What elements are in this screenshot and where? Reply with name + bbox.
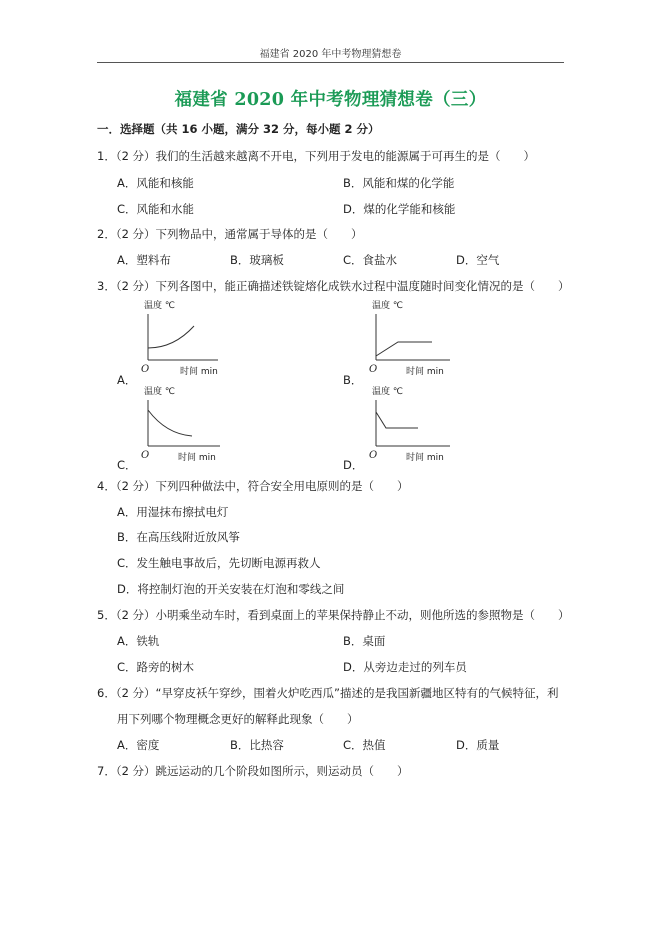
question-6-option-b: B．比热容 xyxy=(230,738,284,752)
graph-c-ylabel: 温度 ℃ xyxy=(144,387,175,397)
question-5-stem: 5．（2 分）小明乘坐动车时，看到桌面上的苹果保持静止不动，则他所选的参照物是（ ） xyxy=(97,608,570,622)
graph-b-xlabel: 时间 min xyxy=(406,367,444,376)
graph-c-xlabel: 时间 min xyxy=(178,453,216,462)
question-6-stem-line-2: 用下列哪个物理概念更好的解释此现象（ ） xyxy=(117,712,359,726)
question-1-option-d: D．煤的化学能和核能 xyxy=(343,202,456,216)
graph-a-ylabel: 温度 ℃ xyxy=(144,301,175,311)
graph-d-xlabel: 时间 min xyxy=(406,453,444,462)
question-5-option-d: D．从旁边走过的列车员 xyxy=(343,660,467,674)
graph-b-origin: O xyxy=(369,364,378,375)
graph-b-ylabel: 温度 ℃ xyxy=(372,301,403,311)
question-1-stem: 1．（2 分）我们的生活越来越离不开电，下列用于发电的能源属于可再生的是（ ） xyxy=(97,149,536,163)
question-2-option-b: B．玻璃板 xyxy=(230,253,284,267)
section-heading: 一．选择题（共 16 小题，满分 32 分，每小题 2 分） xyxy=(97,122,380,136)
question-2-option-d: D．空气 xyxy=(456,253,500,267)
question-6-option-d: D．质量 xyxy=(456,738,500,752)
question-2-stem: 2．（2 分）下列物品中，通常属于导体的是（ ） xyxy=(97,227,363,241)
graph-d-origin: O xyxy=(369,450,378,461)
question-4-option-d: D．将控制灯泡的开关安装在灯泡和零线之间 xyxy=(117,582,345,596)
question-1-option-b: B．风能和煤的化学能 xyxy=(343,176,455,190)
question-6-option-a: A．密度 xyxy=(117,738,160,752)
graph-a xyxy=(140,298,250,376)
question-6-stem-line-1: 6．（2 分）“早穿皮袄午穿纱，围着火炉吃西瓜”描述的是我国新疆地区特有的气候特征，利 xyxy=(97,686,559,700)
question-7-stem: 7．（2 分）跳远运动的几个阶段如图所示，则运动员（ ） xyxy=(97,764,409,778)
graph-c-curve xyxy=(148,410,192,436)
graph-d-curve xyxy=(376,412,418,428)
question-4-option-b: B．在高压线附近放风筝 xyxy=(117,530,240,544)
question-3-option-d: D． xyxy=(343,458,364,472)
graph-a-xlabel: 时间 min xyxy=(180,367,218,376)
graph-a-origin: O xyxy=(141,364,150,375)
question-2-option-a: A．塑料布 xyxy=(117,253,171,267)
question-4-option-a: A．用湿抹布擦拭电灯 xyxy=(117,505,229,519)
question-5-option-c: C．路旁的树木 xyxy=(117,660,195,674)
graph-a-curve xyxy=(148,326,194,348)
question-3-option-c: C． xyxy=(117,458,137,472)
graph-c-origin: O xyxy=(141,450,150,461)
graph-d xyxy=(368,384,478,462)
question-3-option-b: B． xyxy=(343,373,363,387)
question-1-option-a: A．风能和核能 xyxy=(117,176,194,190)
question-5-option-b: B．桌面 xyxy=(343,634,386,648)
question-3-stem: 3．（2 分）下列各图中，能正确描述铁锭熔化成铁水过程中温度随时间变化情况的是（ ） xyxy=(97,279,570,293)
question-1-option-c: C．风能和水能 xyxy=(117,202,195,216)
question-2-option-c: C．食盐水 xyxy=(343,253,398,267)
graph-b xyxy=(368,298,478,376)
graph-c xyxy=(140,384,250,462)
question-4-stem: 4．（2 分）下列四种做法中，符合安全用电原则的是（ ） xyxy=(97,479,409,493)
page-header: 福建省 2020 年中考物理猜想卷 xyxy=(259,49,402,60)
exam-title: 福建省 2020 年中考物理猜想卷（三） xyxy=(174,90,487,110)
question-4-option-c: C．发生触电事故后，先切断电源再救人 xyxy=(117,556,321,570)
graph-d-ylabel: 温度 ℃ xyxy=(372,387,403,397)
question-3-option-a: A． xyxy=(117,373,137,387)
question-5-option-a: A．铁轨 xyxy=(117,634,160,648)
graph-b-curve xyxy=(376,342,432,356)
question-6-option-c: C．热值 xyxy=(343,738,386,752)
header-rule xyxy=(97,62,564,63)
